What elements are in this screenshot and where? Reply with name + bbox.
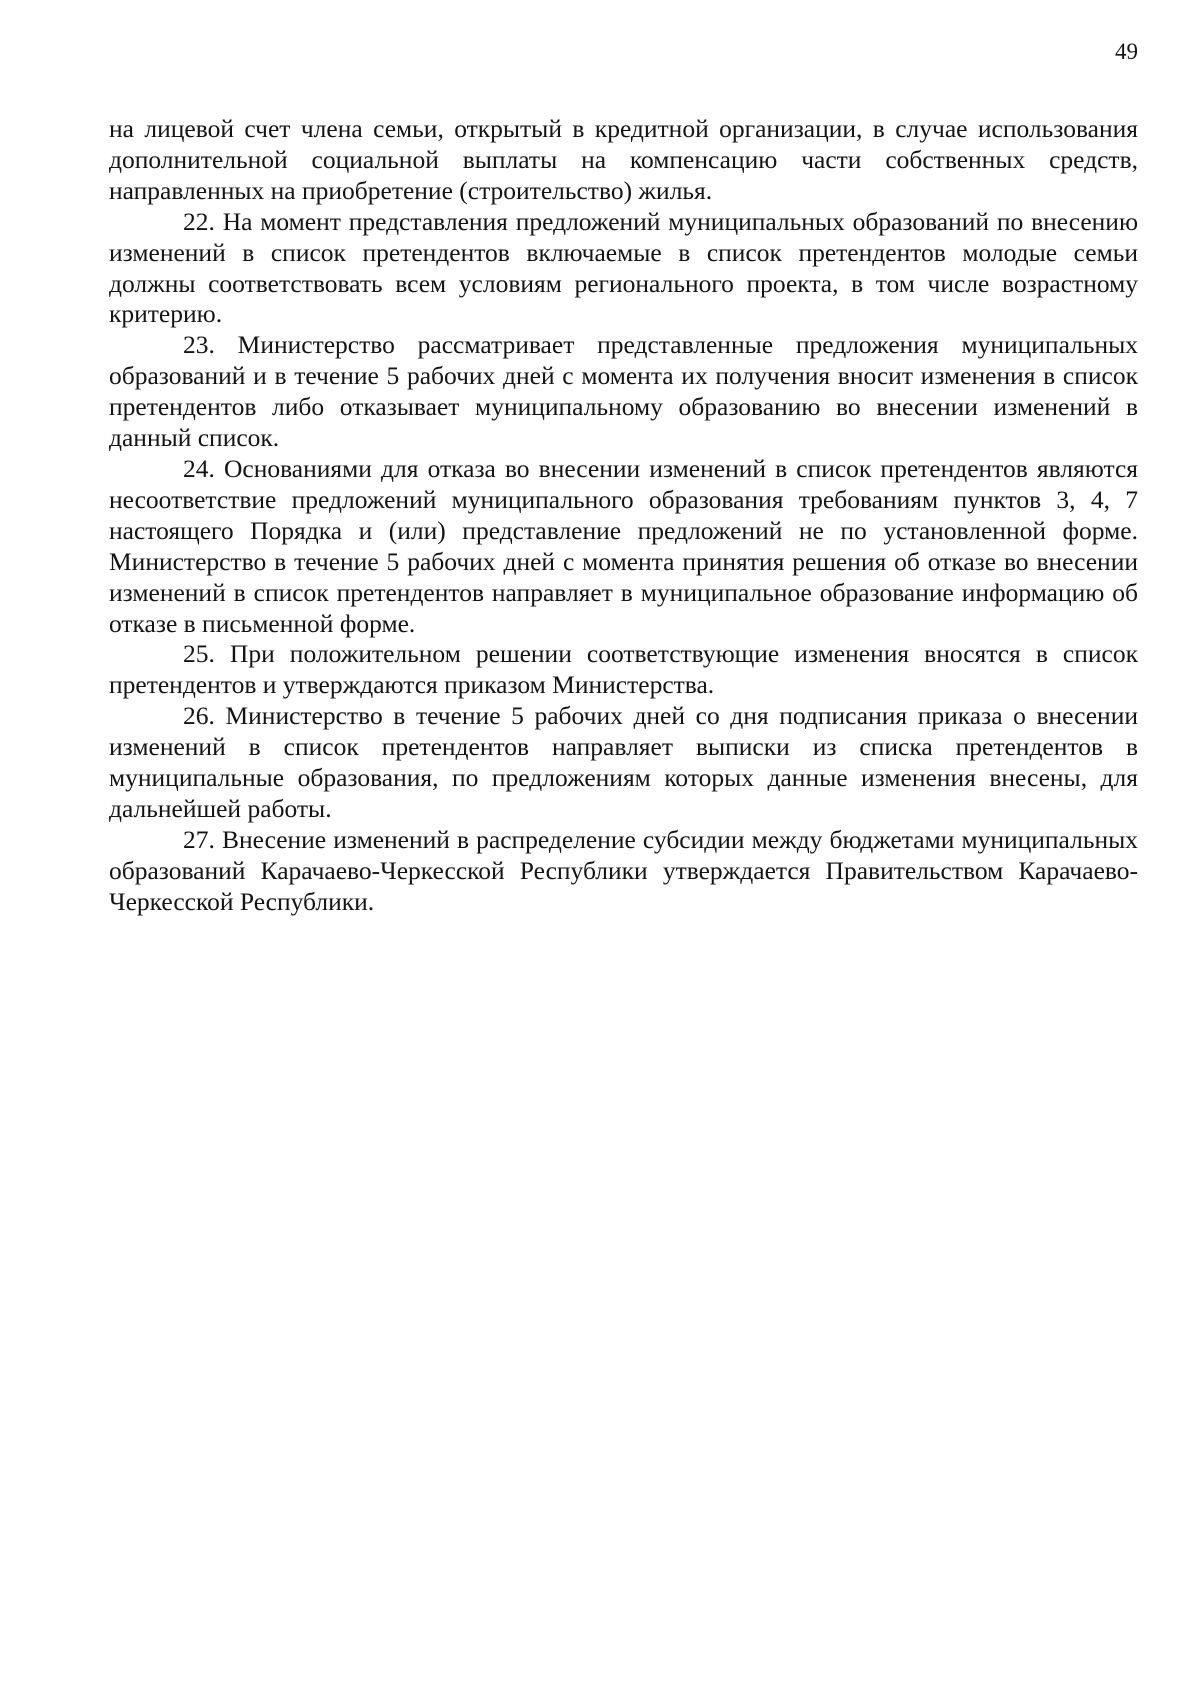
paragraph-24: 24. Основаниями для отказа во внесении изменений в список претендентов являются несоответствие предложений муниципального образования требованиям пунктов 3, 4, 7 настоящего Порядка и (или) представление предложений не по установленной форме. Министерство в течение 5 рабочих дней с момента принятия решения об отказе во внесении изменений в список претендентов направляет в муниципальное образование информацию об отказе в письменной форме. [109,453,1138,638]
paragraph-25: 25. При положительном решении соответствующие изменения вносятся в список претендентов и утверждаются приказом Министерства. [109,639,1138,700]
document-body [109,114,1138,918]
paragraph-27: 27. Внесение изменений в распределение субсидии между бюджетами муниципальных образований Карачаево-Черкесской Республики утверждается Правительством Карачаево-Черкесской Республики. [109,824,1138,916]
paragraph-26: 26. Министерство в течение 5 рабочих дней со дня подписания приказа о внесении изменений в список претендентов направляет выписки из списка претендентов в муниципальные образования, по предложениям которых данные изменения внесены, для дальнейшей работы. [109,701,1138,823]
paragraph-23: 23. Министерство рассматривает представленные предложения муниципальных образований и в течение 5 рабочих дней с момента их получения вносит изменения в список претендентов либо отказывает муниципальному образованию во внесении изменений в данный список. [109,330,1138,453]
paragraph-continuation: на лицевой счет члена семьи, открытый в кредитной организации, в случае использования дополнительной социальной выплаты на компенсацию части собственных средств, направленных на приобретение (строительство) жилья. [109,114,1138,205]
page-number: 49 [1115,39,1138,64]
paragraph-22: 22. На момент представления предложений муниципальных образований по внесению изменений в список претендентов включаемые в список претендентов молодые семьи должны соответствовать всем условиям регионального проекта, в том числе возрастному критерию. [109,206,1138,329]
